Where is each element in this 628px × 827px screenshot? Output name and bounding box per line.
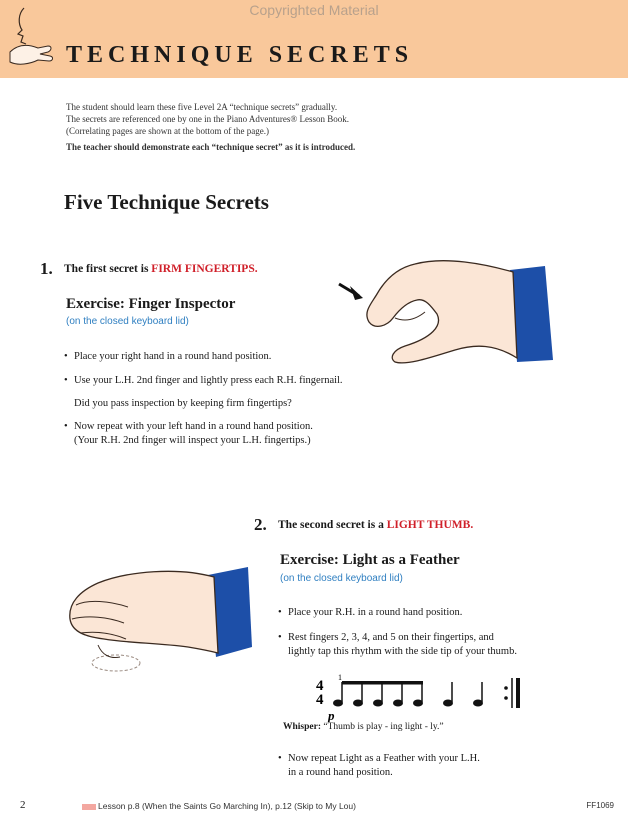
intro-line: The student should learn these five Level 2A “technique secrets” gradually.: [66, 102, 338, 112]
time-signature-top: 4: [316, 678, 324, 694]
finger-number: 1: [338, 673, 342, 682]
bullet-item: [278, 752, 480, 765]
secret-2-lead-text: The second secret is a: [278, 519, 387, 531]
lesson-correlation-note: [82, 801, 356, 811]
whisper-line: [283, 722, 444, 732]
note-marker-icon: [82, 804, 96, 810]
whisper-label: Whisper:: [283, 722, 321, 732]
bullet-item: [278, 631, 494, 644]
hand-icon: [70, 571, 218, 653]
bullet-continuation: (Your R.H. 2nd finger will inspect your L.H. fingertips.): [74, 435, 311, 446]
secret-2-highlight: LIGHT THUMB.: [386, 519, 474, 531]
bullet-dot: •: [64, 375, 68, 386]
bullet-item: [64, 350, 271, 363]
bullet-continuation: in a round hand position.: [288, 767, 393, 778]
rhythm-notation: [310, 672, 536, 722]
secret-1-lead-text: The first secret is: [64, 263, 152, 275]
intro-text: [66, 101, 566, 153]
secret-1-lead: [64, 263, 258, 275]
intro-line: The secrets are referenced one by one in the Piano Adventures® Lesson Book.: [66, 114, 349, 124]
hand-icon: [367, 261, 517, 363]
copyright-watermark: Copyrighted Material: [249, 2, 379, 18]
exercise-1-title: Exercise: Finger Inspector: [66, 296, 236, 312]
bullet-text: Now repeat Light as a Feather with your L.H.: [288, 753, 480, 764]
section-title: Five Technique Secrets: [64, 190, 269, 214]
bullet-text: Rest fingers 2, 3, 4, and 5 on their fingertips, and: [288, 632, 494, 643]
bullet-dot: •: [278, 607, 282, 618]
bullet-text: Place your right hand in a round hand position.: [74, 351, 272, 362]
exercise-1-subtitle: (on the closed keyboard lid): [66, 316, 189, 327]
secret-2-lead: [278, 519, 473, 531]
bullet-text: Use your L.H. 2nd finger and lightly press each R.H. fingernail.: [74, 375, 343, 386]
bullet-item: [64, 374, 343, 387]
exercise-2-title: Exercise: Light as a Feather: [280, 552, 460, 568]
secret-1-highlight: FIRM FINGERTIPS.: [151, 263, 258, 275]
whisper-text: “Thumb is play - ing light - ly.”: [323, 722, 444, 732]
page-title: TECHNIQUE SECRETS: [66, 42, 414, 68]
intro-line: (Correlating pages are shown at the bottom of the page.): [66, 126, 269, 136]
exercise-2-subtitle: (on the closed keyboard lid): [280, 573, 403, 584]
lesson-correlation-text: Lesson p.8 (When the Saints Go Marching In), p.12 (Skip to My Lou): [98, 801, 356, 811]
product-code: FF1069: [586, 801, 614, 810]
bullet-text: Place your R.H. in a round hand position.: [288, 607, 463, 618]
bullet-dot: •: [278, 632, 282, 643]
bullet-dot: •: [64, 351, 68, 362]
hand-face-icon: [4, 4, 58, 74]
bullet-continuation: lightly tap this rhythm with the side tip of your thumb.: [288, 646, 517, 657]
secret-number-1: 1.: [40, 259, 53, 278]
dynamic-marking: p: [328, 708, 335, 722]
bullet-dot: •: [278, 753, 282, 764]
time-signature-bottom: 4: [316, 692, 324, 708]
bullet-continuation: Did you pass inspection by keeping firm fingertips?: [74, 398, 292, 409]
bullet-text: Now repeat with your left hand in a round hand position.: [74, 421, 313, 432]
intro-line-bold: The teacher should demonstrate each “technique secret” as it is introduced.: [66, 142, 356, 152]
firm-fingertips-hand-illustration: [335, 250, 557, 370]
bullet-item: [278, 606, 462, 619]
bullet-dot: •: [64, 421, 68, 432]
light-thumb-hand-illustration: [58, 545, 256, 685]
secret-number-2: 2.: [254, 515, 267, 534]
bullet-item: [64, 420, 313, 433]
page-number: 2: [20, 799, 26, 811]
